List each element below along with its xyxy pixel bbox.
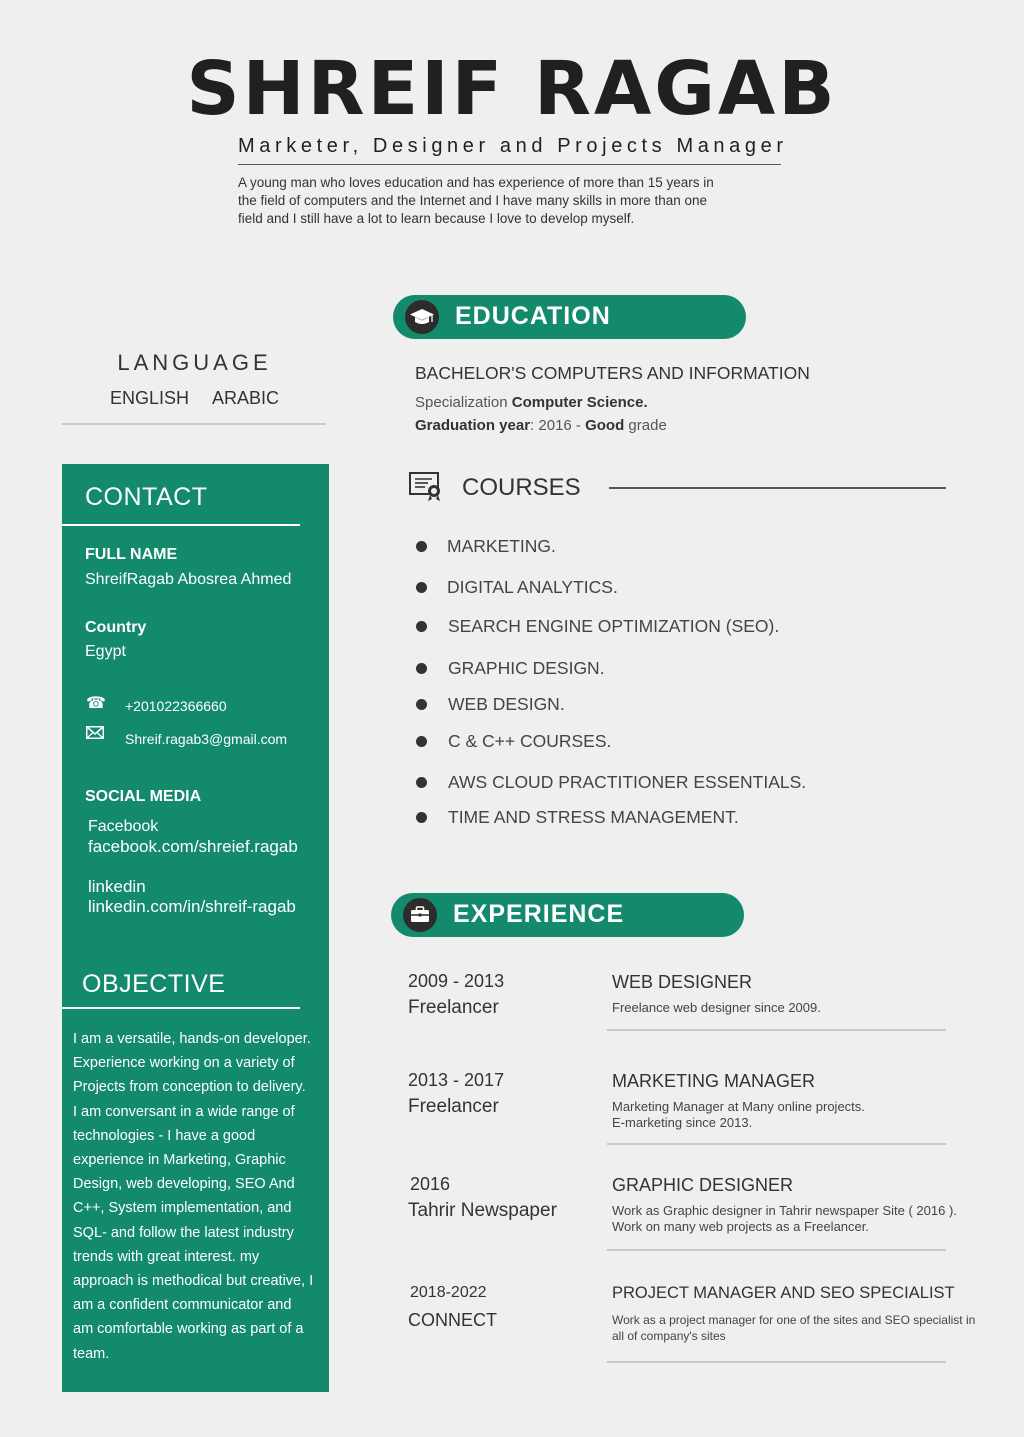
- bullet-icon: [416, 621, 427, 632]
- graduation-label: Graduation year: [415, 417, 531, 434]
- graduation-year: : 2016 -: [530, 417, 586, 434]
- linkedin-label: linkedin: [88, 877, 146, 896]
- experience-organization: Freelancer: [408, 1096, 499, 1117]
- objective-line: SQL- and follow the latest industry: [73, 1224, 294, 1241]
- contact-heading: CONTACT: [85, 483, 208, 511]
- experience-period: 2016: [410, 1174, 451, 1194]
- full-name-label: FULL NAME: [85, 546, 178, 563]
- description-line: all of company's sites: [612, 1329, 726, 1343]
- objective-line: approach is methodical but creative, I: [73, 1273, 314, 1290]
- experience-divider: [607, 1249, 946, 1251]
- education-icon-badge: [405, 300, 439, 334]
- objective-line: Design, web developing, SEO And: [73, 1176, 295, 1193]
- course-item: MARKETING.: [447, 536, 556, 556]
- objective-line: am a confident communicator and: [73, 1297, 292, 1314]
- objective-divider: [62, 1007, 300, 1009]
- course-item: WEB DESIGN.: [448, 694, 565, 714]
- language-heading: LANGUAGE: [117, 350, 272, 375]
- objective-line: trends with great interest. my: [73, 1248, 260, 1265]
- bullet-icon: [416, 736, 427, 747]
- objective-text: [73, 1027, 329, 1366]
- experience-description: [612, 1099, 992, 1131]
- certificate-icon: [408, 470, 444, 507]
- experience-period: 2013 - 2017: [408, 1070, 505, 1090]
- experience-divider: [607, 1361, 946, 1363]
- candidate-name: SHREIF RAGAB: [186, 46, 838, 132]
- objective-line: technologies - I have a good: [73, 1127, 256, 1144]
- description-line: Marketing Manager at Many online projects.: [612, 1099, 865, 1114]
- grade-suffix: grade: [624, 417, 667, 434]
- experience-divider: [607, 1029, 946, 1031]
- experience-heading: EXPERIENCE: [453, 900, 625, 928]
- experience-icon-badge: [403, 898, 437, 932]
- intro-line: field and I still have a lot to learn because I love to develop myself.: [238, 211, 635, 226]
- objective-line: I am a versatile, hands-on developer.: [73, 1031, 311, 1047]
- education-degree: BACHELOR'S COMPUTERS AND INFORMATION: [415, 363, 810, 383]
- email-value[interactable]: Shreif.ragab3@gmail.com: [125, 731, 288, 747]
- description-line: E-marketing since 2013.: [612, 1115, 753, 1130]
- education-specialization: [415, 394, 648, 411]
- course-item: TIME AND STRESS MANAGEMENT.: [448, 807, 739, 827]
- courses-divider: [609, 487, 946, 489]
- bullet-icon: [416, 699, 427, 710]
- linkedin-link[interactable]: linkedin.com/in/shreif-ragab: [88, 897, 296, 916]
- contact-divider: [62, 524, 300, 526]
- experience-divider: [607, 1143, 946, 1145]
- social-media-heading: SOCIAL MEDIA: [85, 788, 202, 805]
- objective-line: Experience working on a variety of: [73, 1055, 295, 1072]
- experience-period: 2009 - 2013: [408, 971, 505, 991]
- courses-heading: COURSES: [462, 474, 581, 501]
- language-item: ARABIC: [212, 388, 280, 408]
- intro-line: the field of computers and the Internet and I have many skills in more than one: [238, 193, 708, 208]
- country-value: Egypt: [85, 643, 126, 660]
- experience-title: MARKETING MANAGER: [612, 1071, 816, 1091]
- experience-title: GRAPHIC DESIGNER: [612, 1175, 794, 1195]
- description-line: Work as a project manager for one of the sites and SEO specialist in: [612, 1313, 976, 1327]
- language-item: ENGLISH: [109, 388, 189, 408]
- language-list: [62, 388, 327, 409]
- education-section-header: [393, 295, 746, 339]
- bullet-icon: [416, 582, 427, 593]
- education-heading: EDUCATION: [455, 302, 611, 330]
- briefcase-icon: [403, 898, 437, 932]
- objective-line: experience in Marketing, Graphic: [73, 1152, 286, 1169]
- experience-title: PROJECT MANAGER AND SEO SPECIALIST: [612, 1284, 955, 1302]
- facebook-link[interactable]: facebook.com/shreief.ragab: [88, 837, 298, 856]
- experience-section-header: [391, 893, 744, 937]
- description-line: Freelance web designer since 2009.: [612, 1000, 821, 1015]
- full-name-value: ShreifRagab Abosrea Ahmed: [85, 571, 292, 588]
- education-graduation: [415, 417, 667, 434]
- phone-icon: ☎: [86, 695, 106, 712]
- envelope-icon: [86, 726, 104, 744]
- course-item: GRAPHIC DESIGN.: [448, 658, 605, 678]
- course-item: DIGITAL ANALYTICS.: [447, 577, 618, 597]
- experience-description: [612, 1000, 992, 1016]
- country-label: Country: [85, 619, 147, 636]
- experience-description: [612, 1312, 992, 1344]
- graduation-cap-icon: [405, 300, 439, 334]
- facebook-label: Facebook: [88, 818, 159, 835]
- objective-line: I am conversant in a wide range of: [73, 1103, 295, 1120]
- objective-line: am comfortable working as part of a: [73, 1321, 304, 1338]
- objective-line: Projects from conception to delivery.: [73, 1079, 306, 1096]
- course-item: AWS CLOUD PRACTITIONER ESSENTIALS.: [448, 772, 807, 792]
- grade-value: Good: [585, 417, 625, 434]
- experience-organization: Tahrir Newspaper: [408, 1200, 557, 1221]
- experience-title: WEB DESIGNER: [612, 972, 753, 992]
- specialization-label: Specialization: [415, 394, 512, 411]
- bullet-icon: [416, 812, 427, 823]
- contact-panel: [62, 464, 329, 1392]
- intro-paragraph: [238, 174, 798, 228]
- experience-period: 2018-2022: [410, 1284, 487, 1301]
- phone-value[interactable]: +201022366660: [125, 698, 227, 714]
- specialization-value: Computer Science.: [511, 394, 648, 411]
- intro-line: A young man who loves education and has experience of more than 15 years in: [238, 175, 714, 190]
- objective-heading: OBJECTIVE: [82, 970, 226, 998]
- experience-organization: Freelancer: [408, 997, 499, 1018]
- course-item: SEARCH ENGINE OPTIMIZATION (SEO).: [448, 616, 780, 636]
- experience-organization: CONNECT: [408, 1310, 497, 1330]
- course-item: C & C++ COURSES.: [448, 731, 612, 751]
- bullet-icon: [416, 663, 427, 674]
- description-line: Work as Graphic designer in Tahrir newspaper Site ( 2016 ).: [612, 1203, 957, 1218]
- candidate-role: Marketer, Designer and Projects Manager: [238, 135, 781, 165]
- objective-line: team.: [73, 1345, 110, 1362]
- description-line: Work on many web projects as a Freelancer.: [612, 1219, 869, 1234]
- objective-line: C++, System implementation, and: [73, 1200, 292, 1217]
- bullet-icon: [416, 541, 427, 552]
- bullet-icon: [416, 777, 427, 788]
- language-divider: [62, 423, 326, 425]
- experience-description: [612, 1203, 992, 1235]
